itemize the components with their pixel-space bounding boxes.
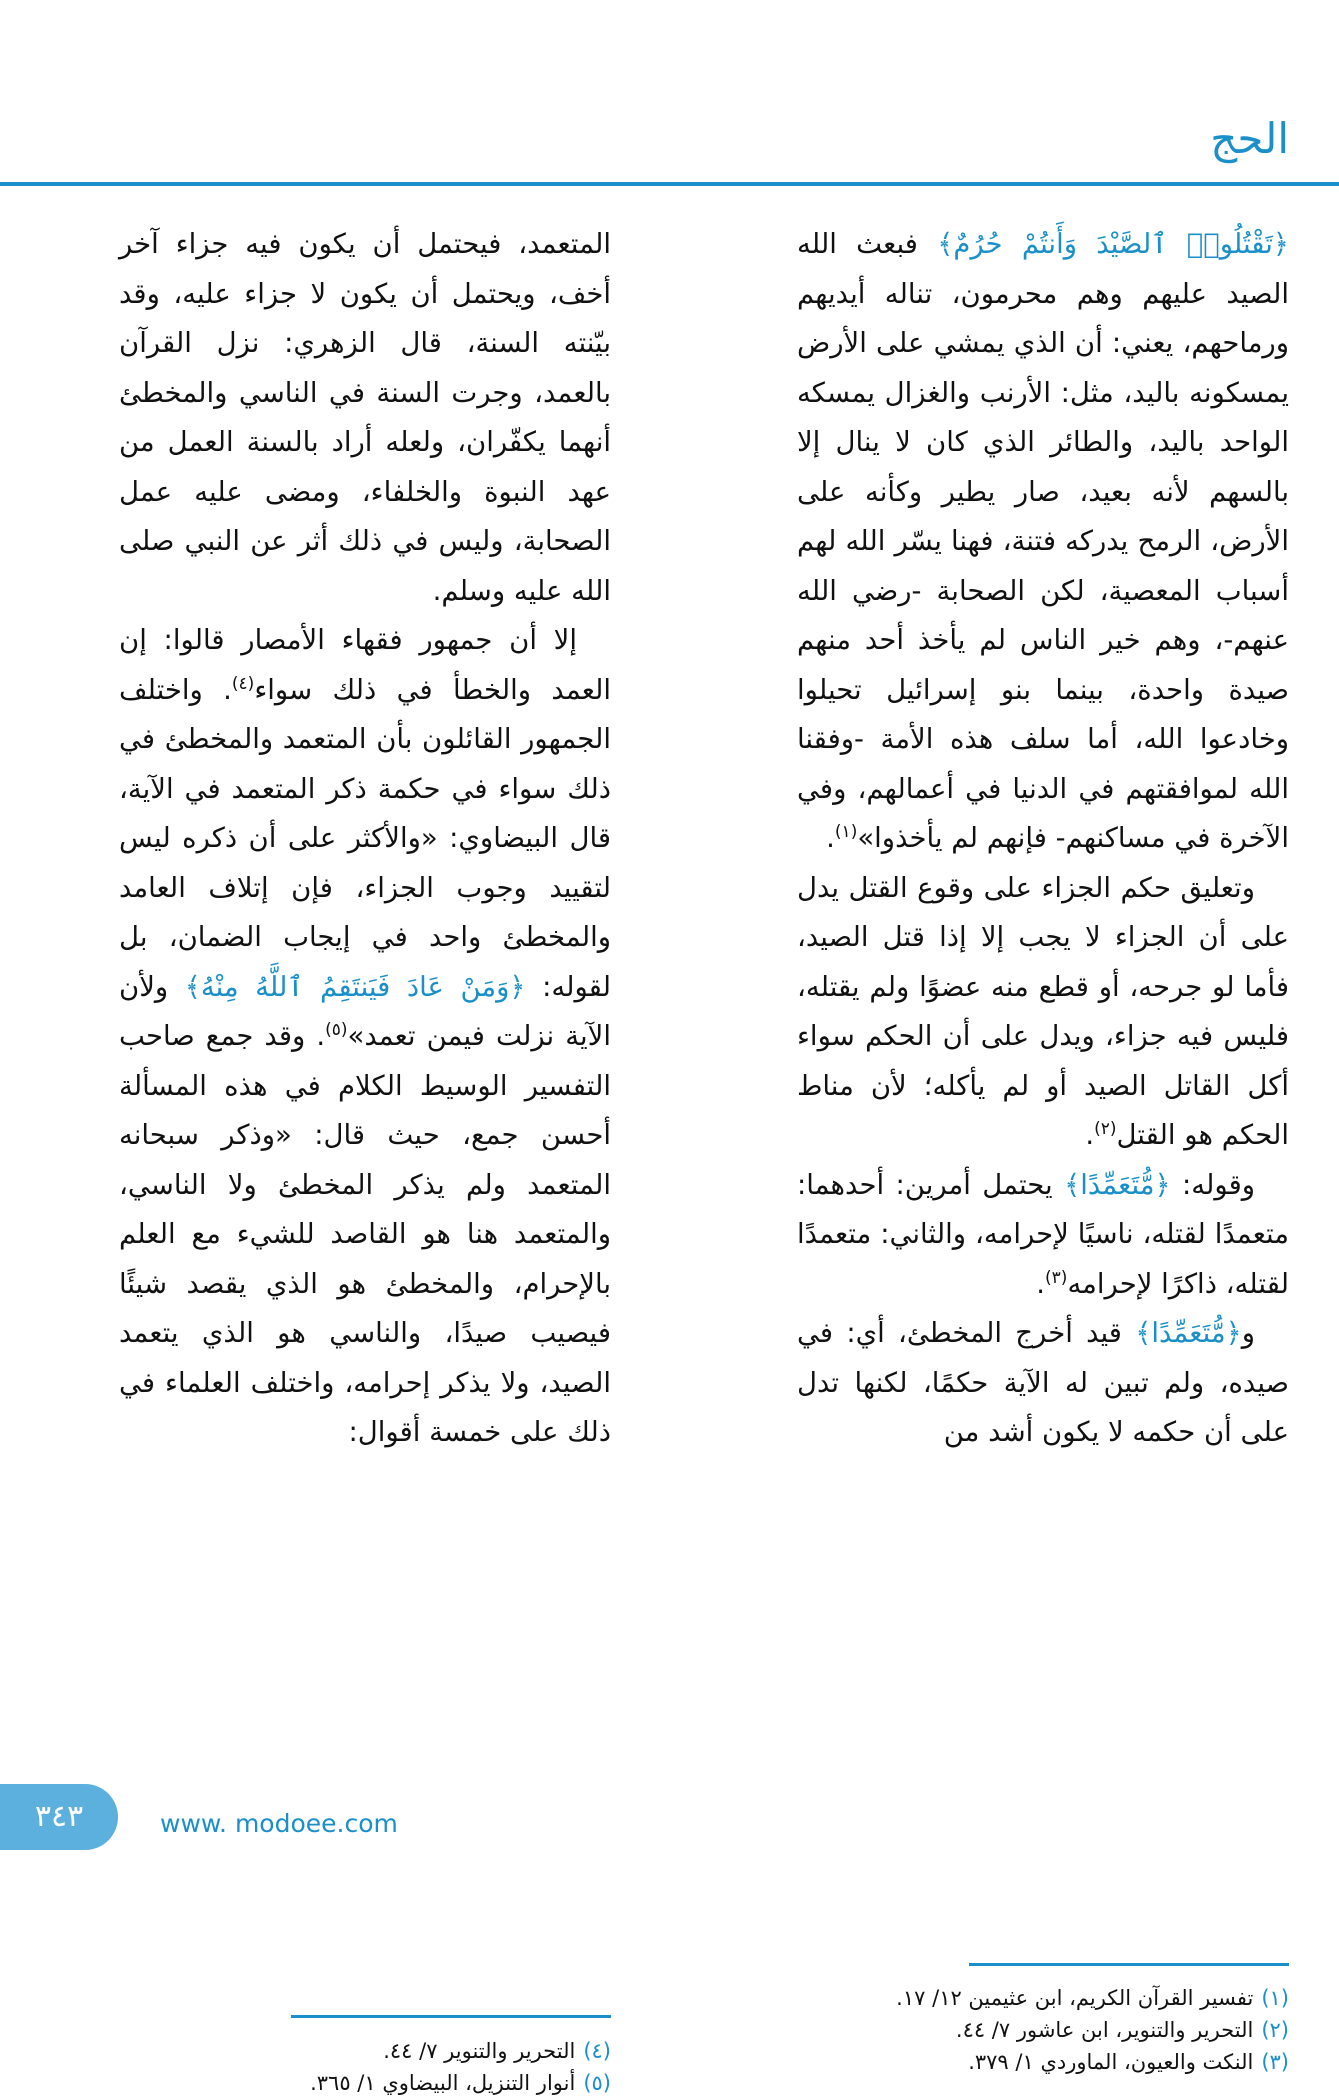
paragraph-text: قيد أخرج المخطئ، أي: في صيده، ولم تبين له الآية حكمًا، لكنها تدل على أن حكمه لا يكون أشد من [797,1317,1289,1448]
paragraph-text: ولأن الآية نزلت فيمن تعمد» [119,970,611,1052]
footnote-text: تفسير القرآن الكريم، ابن عثيمين ١٢/ ١٧. [896,1986,1254,2010]
paragraph-3 [797,1161,1289,1310]
paragraph-text: إلا أن جمهور فقهاء الأمصار قالوا: إن العمد والخطأ في ذلك سواء [119,624,611,706]
footnote-ref[interactable]: (٢) [1094,1118,1117,1139]
paragraph-1 [797,220,1289,864]
footnote-rule-right [969,1963,1289,1966]
paragraph-end: . [1085,1119,1095,1151]
footnote-number: (٢) [1261,2018,1289,2042]
footnotes-right [797,1982,1289,2078]
paragraph-text: المتعمد، فيحتمل أن يكون فيه جزاء آخر أخف، ويحتمل أن يكون لا جزاء عليه، وقد بيّنته السنة، قال الزهري: نزل القرآن بالعمد، وجرت السنة في الناسي والمخطئ أنهما يكفّران، ولعله أراد بالسنة العمل من عهد النبوة والخلفاء، ومضى عليه عمل الصحابة، وليس في ذلك أثر عن النبي صلى الله عليه وسلم. [119,228,611,607]
footnote-number: (١) [1261,1986,1289,2010]
footnote-ref[interactable]: (٥) [325,1019,348,1040]
footnote-ref[interactable]: (٤) [231,673,255,694]
right-column [797,220,1289,1458]
paragraph-2 [797,864,1289,1161]
footnote-text: أنوار التنزيل، البيضاوي ١/ ٣٦٥. [310,2071,576,2095]
quran-verse: ﴿مُّتَعَمِّدًا﴾ [1135,1317,1242,1349]
left-column [119,220,611,1458]
footnote-ref[interactable]: (١) [834,821,858,842]
website-link[interactable]: www. modoee.com [160,1809,398,1838]
quran-verse: ﴿تَقْتُلُوا۟ ٱلصَّيْدَ وَأَنتُمْ حُرُمٌ﴾ [937,228,1289,260]
footnote-rule-left [291,2015,611,2018]
footnote-text: التحرير والتنوير، ابن عاشور ٧/ ٤٤. [955,2018,1254,2042]
footnotes-left [119,2035,611,2099]
paragraph-1 [119,220,611,616]
footnote-ref[interactable]: (٣) [1045,1267,1068,1288]
paragraph-text: . واختلف الجمهور القائلون بأن المتعمد والمخطئ في ذلك سواء في حكمة ذكر المتعمد في الآية، قال البيضاوي: «والأكثر على أن ذكره ليس لتقييد وجوب الجزاء، فإن إتلاف العامد والمخطئ واحد في إيجاب الضمان، بل لقوله: [119,673,611,1003]
footnote-item [797,2046,1289,2078]
paragraph-2 [119,616,611,1458]
page-number-badge: ٣٤٣ [0,1784,118,1850]
header-rule [0,182,1339,186]
paragraph-4 [797,1309,1289,1458]
paragraph-text: فبعث الله الصيد عليهم وهم محرمون، تناله أيديهم ورماحهم، يعني: أن الذي يمشي على الأرض يمسكونه باليد، مثل: الأرنب والغزال يمسكه الواحد باليد، والطائر الذي كان لا ينال إلا بالسهم لأنه بعيد، صار يطير وكأنه على الأرض، الرمح يدركه فتنة، فهنا يسّر الله لهم أسباب المعصية، لكن الصحابة -رضي الله عنهم-، وهم خير الناس لم يأخذ أحد منهم صيدة واحدة، بينما بنو إسرائيل تحيلوا وخادعوا الله، أما سلف هذه الأمة -وفقنا الله لموافقتهم في الدنيا في أعمالهم، وفي الآخرة في مساكنهم- فإنهم لم يأخذوا» [797,228,1289,854]
footnote-text: النكت والعيون، الماوردي ١/ ٣٧٩. [968,2050,1254,2074]
paragraph-end: . [1036,1267,1046,1300]
footnote-item [119,2035,611,2067]
quran-verse: ﴿وَمَنْ عَادَ فَيَنتَقِمُ ٱللَّهُ مِنْهُ﴾ [184,970,526,1003]
paragraph-end: . [826,822,835,854]
footnote-item [119,2067,611,2099]
footnote-text: التحرير والتنوير ٧/ ٤٤. [383,2039,576,2063]
chapter-mark: الحج [1210,114,1289,163]
paragraph-text: وتعليق حكم الجزاء على وقوع القتل يدل على أن الجزاء لا يجب إلا إذا قتل الصيد، فأما لو جرحه، أو قطع منه عضوًا ولم يقتله، فليس فيه جزاء، ويدل على أن الحكم سواء أكل القاتل الصيد أو لم يأكله؛ لأن مناط الحكم هو القتل [797,871,1289,1151]
paragraph-text: و [1241,1317,1255,1349]
paragraph-text: يحتمل أمرين: أحدهما: متعمدًا لقتله، ناسيًا لإحرامه، والثاني: متعمدًا لقتله، ذاكرًا لإحرامه [797,1168,1289,1300]
footnote-number: (٣) [1261,2050,1289,2074]
footnote-item [797,2014,1289,2046]
footnote-item [797,1982,1289,2014]
paragraph-text: . وقد جمع صاحب التفسير الوسيط الكلام في هذه المسألة أحسن جمع، حيث قال: «وذكر سبحانه المتعمد ولم يذكر المخطئ ولا الناسي، والمتعمد هنا هو القاصد للشيء مع العلم بالإحرام، والمخطئ هو الذي يقصد شيئًا فيصيب صيدًا، والناسي هو الذي يتعمد الصيد، ولا يذكر إحرامه، واختلف العلماء في ذلك على خمسة أقوال: [119,1020,611,1448]
quran-verse: ﴿مُّتَعَمِّدًا﴾ [1064,1168,1171,1201]
footnote-number: (٤) [583,2039,611,2063]
paragraph-text: وقوله: [1170,1168,1255,1201]
footnote-number: (٥) [583,2071,611,2095]
